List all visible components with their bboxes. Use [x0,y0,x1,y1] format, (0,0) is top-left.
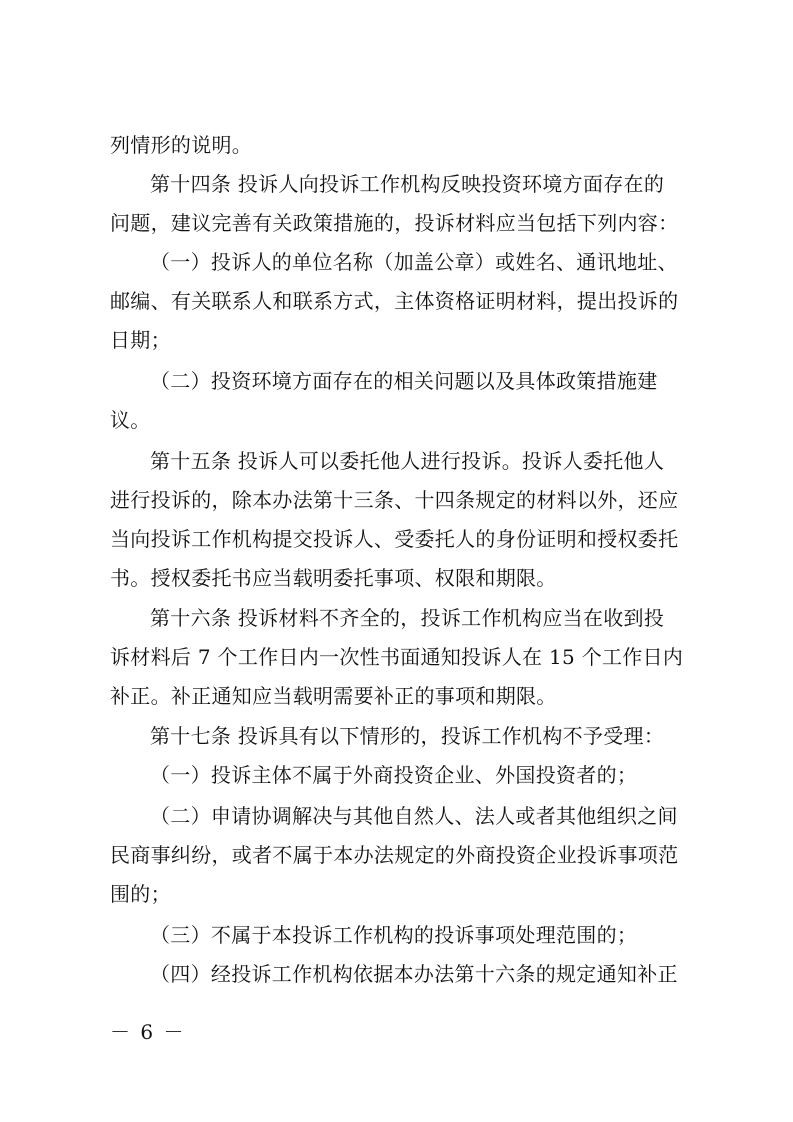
list-item-line: （二）投资环境方面存在的相关问题以及具体政策措施建 [150,369,658,393]
text-line: 进行投诉的，除本办法第十三条、十四条规定的材料以外，还应 [110,488,679,512]
list-item-line: （四）经投诉工作机构依据本办法第十六条的规定通知补正 [150,962,678,986]
text-line: 问题，建议完善有关政策措施的，投诉材料应当包括下列内容： [110,211,679,235]
text-line: 议。 [110,408,151,432]
list-item-line: （一）投诉人的单位名称（加盖公章）或姓名、通讯地址、 [150,250,678,274]
text-line: 列情形的说明。 [110,133,253,157]
list-item-line: （三）不属于本投诉工作机构的投诉事项处理范围的； [150,923,638,947]
text-line: 书。授权委托书应当载明委托事项、权限和期限。 [110,566,557,590]
text-line: 补正。补正通知应当载明需要补正的事项和期限。 [110,684,557,708]
text-line: 诉材料后 7 个工作日内一次性书面通知投诉人在 15 个工作日内 [110,645,684,669]
text-line: 当向投诉工作机构提交投诉人、受委托人的身份证明和授权委托 [110,527,679,551]
article-15-heading-line: 第十五条 投诉人可以委托他人进行投诉。投诉人委托他人 [150,449,665,473]
text-line: 民商事纠纷，或者不属于本办法规定的外商投资企业投诉事项范 [110,843,679,867]
page-number: － 6 － [110,1020,186,1044]
article-17-heading-line: 第十七条 投诉具有以下情形的，投诉工作机构不予受理： [150,724,665,748]
text-line: 邮编、有关联系人和联系方式，主体资格证明材料，提出投诉的 [110,289,679,313]
list-item-line: （二）申请协调解决与其他自然人、法人或者其他组织之间 [150,804,678,828]
text-line: 围的； [110,882,171,906]
text-line: 日期； [110,328,171,352]
article-14-heading-line: 第十四条 投诉人向投诉工作机构反映投资环境方面存在的 [150,172,665,196]
article-16-heading-line: 第十六条 投诉材料不齐全的，投诉工作机构应当在收到投 [150,606,665,630]
list-item-line: （一）投诉主体不属于外商投资企业、外国投资者的； [150,763,638,787]
